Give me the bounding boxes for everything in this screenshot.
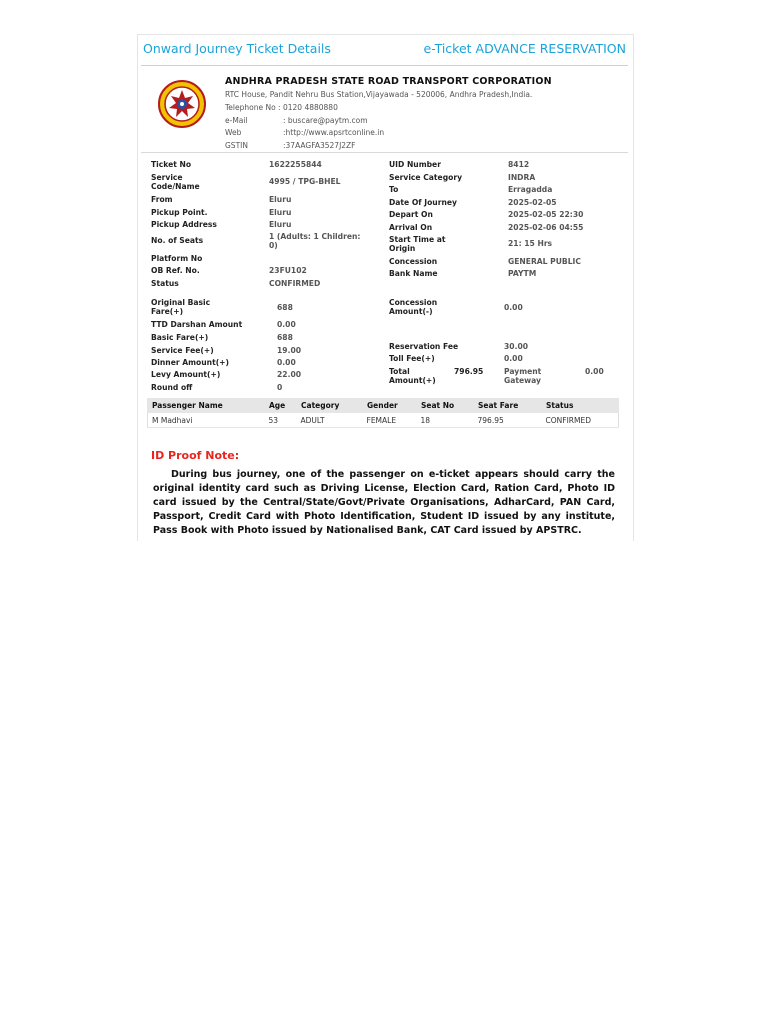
seat-fare-cell: 796.95: [474, 413, 542, 428]
gateway-label: Payment Gateway: [504, 367, 542, 385]
header-divider: [141, 65, 628, 66]
org-divider: [141, 152, 628, 153]
bank-value: PAYTM: [508, 269, 537, 278]
uid-value: 8412: [508, 160, 530, 169]
roundoff-label: Round off: [151, 383, 193, 392]
doj-label: Date Of Journey: [389, 198, 457, 207]
from-label: From: [151, 195, 173, 204]
passenger-table-header: [148, 399, 619, 413]
ticket-header: [143, 41, 626, 63]
pickup-point-label: Pickup Point.: [151, 208, 208, 217]
toll-value: 0.00: [504, 354, 523, 363]
org-address: RTC House, Pandit Nehru Bus Station,Vijayawada - 520006, Andhra Pradesh,India.: [225, 90, 533, 99]
roundoff-value: 0: [277, 383, 283, 392]
col-seat-fare: Seat Fare: [474, 399, 542, 413]
org-web-row: [225, 127, 625, 140]
dinner-value: 0.00: [277, 358, 296, 367]
apsrtc-logo: [158, 80, 206, 128]
table-row: [148, 413, 619, 428]
status-label: Status: [151, 279, 179, 288]
arrival-value: 2025-02-06 04:55: [508, 223, 584, 232]
id-proof-note-body: During bus journey, one of the passenger on e-ticket appears should carry the original identity card such as Driving License, Election Card, Ration Card, Photo ID card issued by the Central/State/Govt/Private Organisations, AdharCard, PAN Card, Passport, Credit Card with Photo Identification, Student ID issued by any institute, Pass Book with Photo issued by Nationalised Bank, CAT Card issued by APSTRC.: [153, 469, 615, 536]
service-category-label: Service Category: [389, 173, 463, 182]
gateway-value: 0.00: [585, 367, 604, 376]
service-fee-value: 19.00: [277, 346, 302, 355]
status-value: CONFIRMED: [269, 279, 321, 288]
from-value: Eluru: [269, 195, 292, 204]
col-age: Age: [265, 399, 297, 413]
levy-value: 22.00: [277, 370, 302, 379]
ticket-no-value: 1622255844: [269, 160, 322, 169]
doj-value: 2025-02-05: [508, 198, 557, 207]
seats-value: 1 (Adults: 1 Children: 0): [269, 232, 361, 250]
bank-label: Bank Name: [389, 269, 438, 278]
toll-label: Toll Fee(+): [389, 354, 435, 363]
id-proof-note-title: ID Proof Note:: [151, 449, 240, 462]
pickup-point-value: Eluru: [269, 208, 292, 217]
org-telephone: Telephone No : 0120 4880880: [225, 103, 338, 112]
total-label: Total Amount(+): [389, 367, 436, 385]
ob-ref-label: OB Ref. No.: [151, 266, 200, 275]
gstin-label: GSTIN: [225, 140, 248, 150]
eticket-type-title: e-Ticket ADVANCE RESERVATION: [423, 41, 626, 56]
web-value: :http://www.apsrtconline.in: [283, 128, 385, 137]
depart-value: 2025-02-05 22:30: [508, 210, 584, 219]
concession-label: Concession: [389, 257, 438, 266]
pickup-address-label: Pickup Address: [151, 220, 217, 229]
org-email-row: [225, 115, 625, 128]
start-time-value: 21: 15 Hrs: [508, 239, 553, 248]
seat-no-cell: 18: [417, 413, 474, 428]
ttd-value: 0.00: [277, 320, 296, 329]
concession-amount-value: 0.00: [504, 303, 523, 312]
col-category: Category: [297, 399, 363, 413]
levy-label: Levy Amount(+): [151, 370, 221, 379]
service-code-label: Service Code/Name: [151, 173, 200, 191]
uid-label: UID Number: [389, 160, 441, 169]
reservation-fee-value: 30.00: [504, 342, 529, 351]
age-cell: 53: [265, 413, 297, 428]
start-time-label: Start Time at Origin: [389, 235, 446, 253]
service-code-value: 4995 / TPG-BHEL: [269, 177, 341, 186]
total-value: 796.95: [454, 367, 484, 376]
col-passenger-name: Passenger Name: [148, 399, 265, 413]
basic-fare2-value: 688: [277, 333, 293, 342]
ob-ref-value: 23FU102: [269, 266, 307, 275]
reservation-fee-label: Reservation Fee: [389, 342, 459, 351]
platform-label: Platform No: [151, 254, 203, 263]
basic-fare-value: 688: [277, 303, 293, 312]
basic-fare2-label: Basic Fare(+): [151, 333, 209, 342]
onward-journey-title: Onward Journey Ticket Details: [143, 41, 331, 56]
dinner-label: Dinner Amount(+): [151, 358, 230, 367]
category-cell: ADULT: [297, 413, 363, 428]
email-label: e-Mail: [225, 115, 248, 125]
gender-cell: FEMALE: [363, 413, 417, 428]
email-value: : buscare@paytm.com: [283, 115, 368, 125]
org-name: ANDHRA PRADESH STATE ROAD TRANSPORT CORPORATION: [225, 76, 552, 87]
gstin-value: :37AAGFA3527J2ZF: [283, 140, 356, 150]
pickup-address-value: Eluru: [269, 220, 292, 229]
passenger-table: [147, 398, 619, 428]
ttd-label: TTD Darshan Amount: [151, 320, 243, 329]
to-label: To: [389, 185, 399, 194]
to-value: Erragadda: [508, 185, 553, 194]
organisation-block: [225, 76, 625, 152]
seats-label: No. of Seats: [151, 236, 204, 245]
concession-amount-label: Concession Amount(-): [389, 298, 438, 316]
col-gender: Gender: [363, 399, 417, 413]
arrival-label: Arrival On: [389, 223, 433, 232]
service-fee-label: Service Fee(+): [151, 346, 214, 355]
org-gstin-row: [225, 140, 625, 153]
col-seat-no: Seat No: [417, 399, 474, 413]
concession-value: GENERAL PUBLIC: [508, 257, 581, 266]
service-category-value: INDRA: [508, 173, 536, 182]
web-label: Web: [225, 128, 242, 137]
depart-label: Depart On: [389, 210, 433, 219]
basic-fare-label: Original Basic Fare(+): [151, 298, 211, 316]
passenger-name-cell: M Madhavi: [148, 413, 265, 428]
ticket-no-label: Ticket No: [151, 160, 192, 169]
status-cell: CONFIRMED: [542, 413, 619, 428]
col-status: Status: [542, 399, 619, 413]
